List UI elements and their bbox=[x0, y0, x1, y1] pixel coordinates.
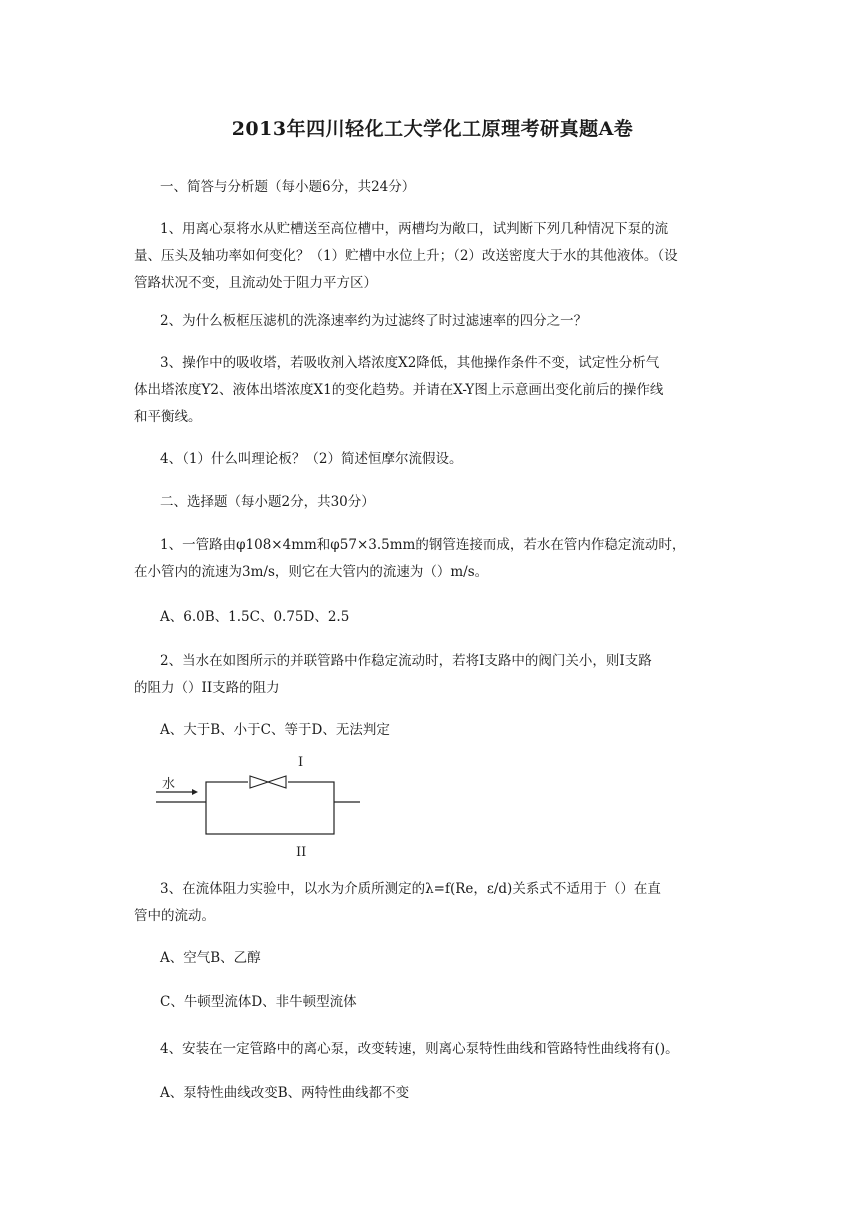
section2-question-1-options: A、6.0B、1.5C、0.75D、2.5 bbox=[160, 609, 350, 625]
section2-question-4: 4、安装在一定管路中的离心泵，改变转速，则离心泵特性曲线和管路特性曲线将有()。 bbox=[160, 1041, 679, 1057]
section1-question-2: 2、为什么板框压滤机的洗涤速率约为过滤终了时过滤速率的四分之一？ bbox=[160, 313, 588, 329]
s1q1-line2: 量、压头及轴功率如何变化？（1）贮槽中水位上升；（2）改送密度大于水的其他液体。（设 bbox=[134, 248, 678, 264]
section2-question-3-options-2: C、牛顿型流体D、非牛顿型流体 bbox=[160, 994, 357, 1010]
s1q3-line2: 体出塔浓度Y2、液体出塔浓度X1的变化趋势。并请在X-Y图上示意画出变化前后的操作线 bbox=[134, 382, 664, 398]
s1q1-line1: 1、用离心泵将水从贮槽送至高位槽中，两槽均为敞口，试判断下列几种情况下泵的流 bbox=[160, 221, 669, 237]
section1-heading: 一、简答与分析题（每小题6分，共24分） bbox=[160, 179, 416, 195]
s2q2-line1: 2、当水在如图所示的并联管路中作稳定流动时，若将I支路中的阀门关小，则I支路 bbox=[160, 653, 652, 669]
section1-question-1 bbox=[134, 216, 740, 297]
section2-question-4-options-1: A、泵特性曲线改变B、两特性曲线都不变 bbox=[160, 1085, 410, 1101]
s1q1-line3: 管路状况不变，且流动处于阻力平方区） bbox=[134, 275, 377, 291]
s2q3-line2: 管中的流动。 bbox=[134, 908, 215, 924]
section2-question-2-options: A、大于B、小于C、等于D、无法判定 bbox=[160, 722, 390, 738]
s2q2-line2: 的阻力（）II支路的阻力 bbox=[134, 680, 280, 696]
diagram-inlet-label: 水 bbox=[162, 777, 176, 792]
flow-arrow-head-icon bbox=[192, 789, 198, 795]
section1-question-3 bbox=[134, 350, 740, 431]
parallel-pipe-diagram bbox=[150, 752, 370, 864]
s2q3-line1: 3、在流体阻力实验中，以水为介质所测定的λ=f(Re，ε/d)关系式不适用于（）在直 bbox=[160, 881, 661, 897]
parallel-loop bbox=[206, 782, 334, 834]
section2-heading: 二、选择题（每小题2分，共30分） bbox=[160, 494, 375, 510]
section1-question-4: 4、（1）什么叫理论板？（2）简述恒摩尔流假设。 bbox=[160, 451, 463, 467]
document-title: 2013年四川轻化工大学化工原理考研真题A卷 bbox=[231, 118, 634, 140]
s2q1-line1: 1、一管路由φ108×4mm和φ57×3.5mm的钢管连接而成，若水在管内作稳定流动时， bbox=[160, 537, 686, 553]
section2-question-2 bbox=[134, 648, 740, 702]
s1q3-line3: 和平衡线。 bbox=[134, 409, 202, 425]
s1q3-line1: 3、操作中的吸收塔，若吸收剂入塔浓度X2降低，其他操作条件不变，试定性分析气 bbox=[160, 355, 660, 371]
diagram-branch-bottom-label: II bbox=[296, 845, 307, 860]
s2q1-line2: 在小管内的流速为3m/s，则它在大管内的流速为（）m/s。 bbox=[134, 564, 489, 580]
section2-question-3-options-1: A、空气B、乙醇 bbox=[160, 950, 261, 966]
diagram-branch-top-label: I bbox=[298, 755, 304, 770]
section2-question-1 bbox=[134, 532, 740, 586]
section2-question-3 bbox=[134, 876, 740, 930]
